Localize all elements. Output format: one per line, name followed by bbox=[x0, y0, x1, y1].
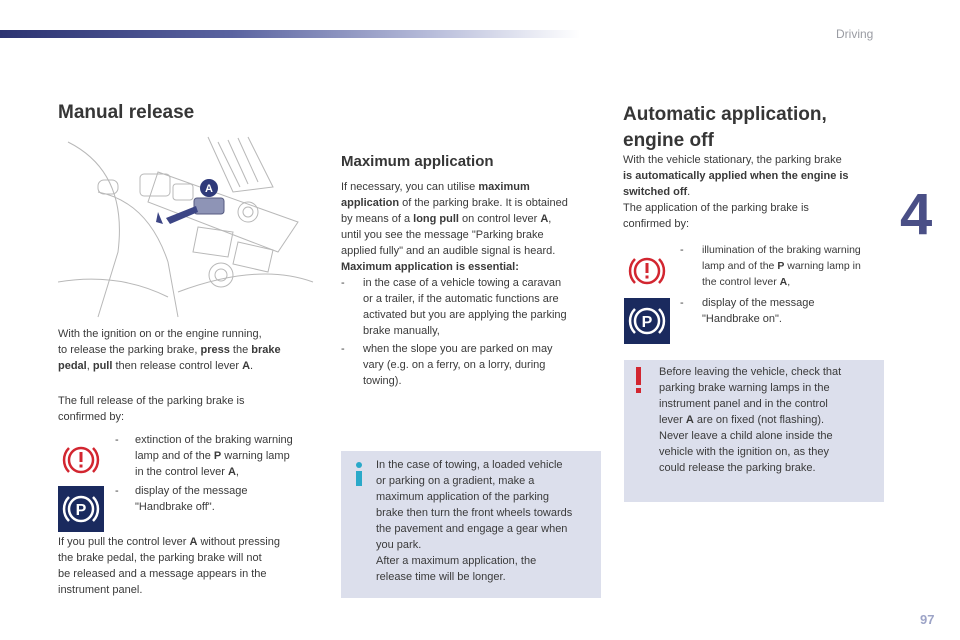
manual-release-title: Manual release bbox=[58, 102, 195, 123]
brake-warning-icon bbox=[624, 248, 670, 294]
pull-without-pedal-note: If you pull the control lever A without pressing the brake pedal, the parking brake will not be released and a message appears in the instrument panel. bbox=[58, 536, 280, 596]
info-box: In the case of towing, a loaded vehicle or parking on a gradient, make a maximum application of the parking brake then turn the front wheels towards the pavement and engage a gear when you park. After a maximum application, the release time will be longer. bbox=[341, 451, 601, 598]
chapter-number: 4 bbox=[900, 182, 933, 247]
parking-brake-p-icon bbox=[624, 298, 670, 344]
section-name: Driving bbox=[836, 27, 874, 41]
parking-brake-p-icon bbox=[58, 486, 104, 532]
exclamation-icon bbox=[633, 366, 645, 394]
list-item: - display of the message "Handbrake off". bbox=[115, 485, 248, 513]
header-gradient-bar bbox=[0, 30, 580, 38]
essential-title: Maximum application is essential: bbox=[341, 261, 519, 273]
page-number: 97 bbox=[920, 612, 935, 627]
brake-warning-icon bbox=[58, 437, 104, 483]
maximum-application-text: If necessary, you can utilise maximum application of the parking brake. It is obtained by means of a long pull on control lever A, until you see the message "Parking brake applied fully" and an audible signal is heard. Maximum application is essential: bbox=[341, 179, 603, 275]
svg-text:P: P bbox=[641, 314, 653, 331]
automatic-application-text: With the vehicle stationary, the parking brake is automatically applied when the engine is switched off. The application of the parking brake is confirmed by: bbox=[623, 154, 849, 230]
manual-release-instructions bbox=[58, 326, 320, 374]
parking-brake-illustration bbox=[58, 132, 320, 322]
info-icon bbox=[351, 461, 367, 487]
list-item: - extinction of the braking warning lamp and of the P warning lamp in the control lever A, bbox=[115, 434, 293, 478]
dashboard-illustration bbox=[58, 132, 320, 322]
full-release-intro: The full release of the parking brake is confirmed by: bbox=[58, 395, 245, 423]
line: to release the parking brake, press the brake bbox=[58, 344, 281, 356]
list-item: - in the case of a vehicle towing a caravan or a trailer, if the automatic functions are activated but you are applying the parking brake manually, bbox=[341, 277, 567, 337]
list-item: - when the slope you are parked on may vary (e.g. on a ferry, on a lorry, during towing). bbox=[341, 343, 553, 387]
maximum-application-title: Maximum application bbox=[341, 153, 494, 170]
line: pedal, pull then release control lever A. bbox=[58, 360, 254, 372]
lever-a-label: A bbox=[205, 183, 213, 195]
warning-box: Before leaving the vehicle, check that parking brake warning lamps in the instrument panel and in the control lever A are on fixed (not flashing). Never leave a child alone inside the vehicle with the ignition on, as they could release the parking brake. bbox=[624, 360, 884, 502]
svg-text:P: P bbox=[75, 502, 87, 519]
automatic-application-title: Automatic application, engine off bbox=[623, 104, 827, 151]
list-item: - display of the message "Handbrake on". bbox=[680, 297, 815, 325]
line: With the ignition on or the engine running, bbox=[58, 328, 262, 340]
list-item: - illumination of the braking warning lamp and of the P warning lamp in the control lever A, bbox=[680, 244, 861, 288]
